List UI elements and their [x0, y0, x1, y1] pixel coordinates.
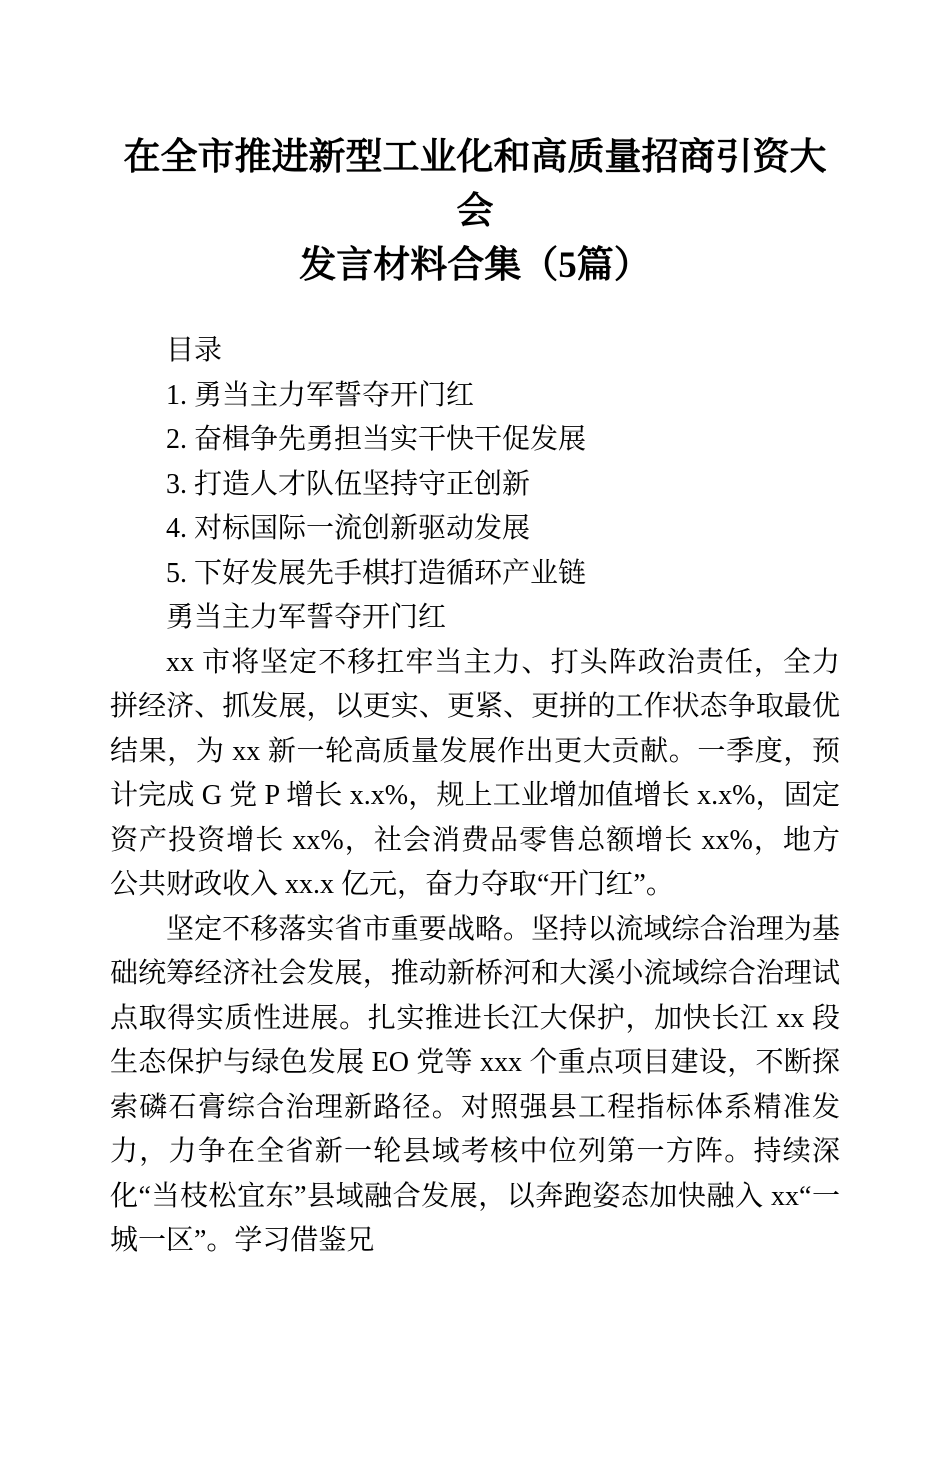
paragraph-2: 坚定不移落实省市重要战略。坚持以流域综合治理为基础统筹经济社会发展，推动新桥河和大溪小流域综合治理试点取得实质性进展。扎实推进长江大保护，加快长江 xx 段生态保护与绿色发展 EO 党等 xxx 个重点项目建设，不断探索磷石膏综合治理新路径。对照强县工程指标体系精准发力，力争在全省新一轮县域考核中位列第一方阵。持续深化“当枝松宜东”县域融合发展，以奔跑姿态加快融入 xx“一城一区”。学习借鉴兄 — [110, 913, 840, 1256]
section-heading: 勇当主力军誓夺开门红 — [166, 602, 447, 633]
document-page — [0, 131, 950, 1475]
paragraph-1: xx 市将坚定不移扛牢当主力、打头阵政治责任，全力拼经济、抓发展，以更实、更紧、更拼的工作状态争取最优结果，为 xx 新一轮高质量发展作出更大贡献。一季度，预计完成 G 党 P 增长 x.x%，规上工业增加值增长 x.x%，固定资产投资增长 xx%，社会消费品零售总额增长 xx%，地方公共财政收入 xx.x 亿元，奋力夺取“开门红”。 — [110, 646, 840, 900]
toc-item-3: 3. 打造人才队伍坚持守正创新 — [166, 468, 531, 500]
section-first-speech — [110, 596, 840, 1264]
toc-label: 目录 — [166, 335, 223, 366]
toc-item-1: 1. 勇当主力军誓夺开门红 — [166, 379, 475, 411]
document-title-line-2: 发言材料合集（5篇） — [299, 245, 651, 286]
toc-item-2: 2. 奋楫争先勇担当实干快干促发展 — [166, 424, 587, 455]
document-title-line-1: 在全市推进新型工业化和高质量招商引资大会 — [123, 137, 827, 232]
toc-item-5: 5. 下好发展先手棋打造循环产业链 — [166, 557, 587, 589]
document-title — [110, 131, 840, 293]
toc-item-4: 4. 对标国际一流创新驱动发展 — [166, 513, 531, 544]
table-of-contents — [110, 329, 840, 596]
